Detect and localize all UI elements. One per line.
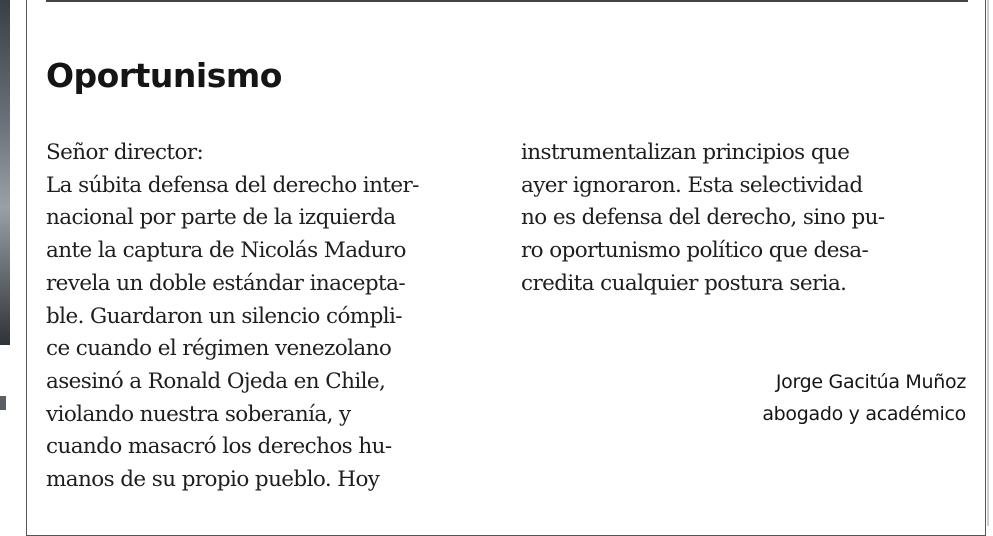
letter-headline: Oportunismo (46, 56, 282, 95)
body-line: ro oportunismo político que desa- (521, 238, 869, 264)
body-line: revela un doble estándar inacepta- (46, 270, 405, 296)
right-rule (987, 0, 989, 526)
body-line: cuando masacró los derechos hu- (46, 434, 392, 460)
body-line: ante la captura de Nicolás Maduro (46, 238, 406, 264)
adjacent-photo-fragment (0, 396, 6, 410)
body-line: no es defensa del derecho, sino pu- (521, 205, 885, 231)
body-line: manos de su propio pueblo. Hoy (46, 467, 380, 493)
body-line: ayer ignoraron. Esta selectividad (521, 172, 863, 198)
body-line: violando nuestra soberanía, y (46, 401, 351, 427)
body-line: credita cualquier postura seria. (521, 270, 847, 296)
body-line: instrumentalizan principios que (521, 140, 850, 165)
body-line: ble. Guardaron un silencio cómpli- (46, 303, 402, 329)
body-line: asesinó a Ronald Ojeda en Chile, (46, 368, 386, 394)
body-line: ce cuando el régimen venezolano (46, 336, 392, 362)
body-line: La súbita defensa del derecho inter- (46, 172, 419, 198)
body-line: nacional por parte de la izquierda (46, 205, 396, 231)
letter-signature (762, 366, 966, 430)
author-name: Jorge Gacitúa Muñoz (775, 371, 966, 393)
body-line: Señor director: (46, 140, 204, 165)
author-role: abogado y académico (762, 403, 966, 425)
adjacent-photo-edge (0, 0, 10, 345)
letter-body-left-column (46, 137, 419, 497)
letter-body-right-column (521, 137, 885, 301)
